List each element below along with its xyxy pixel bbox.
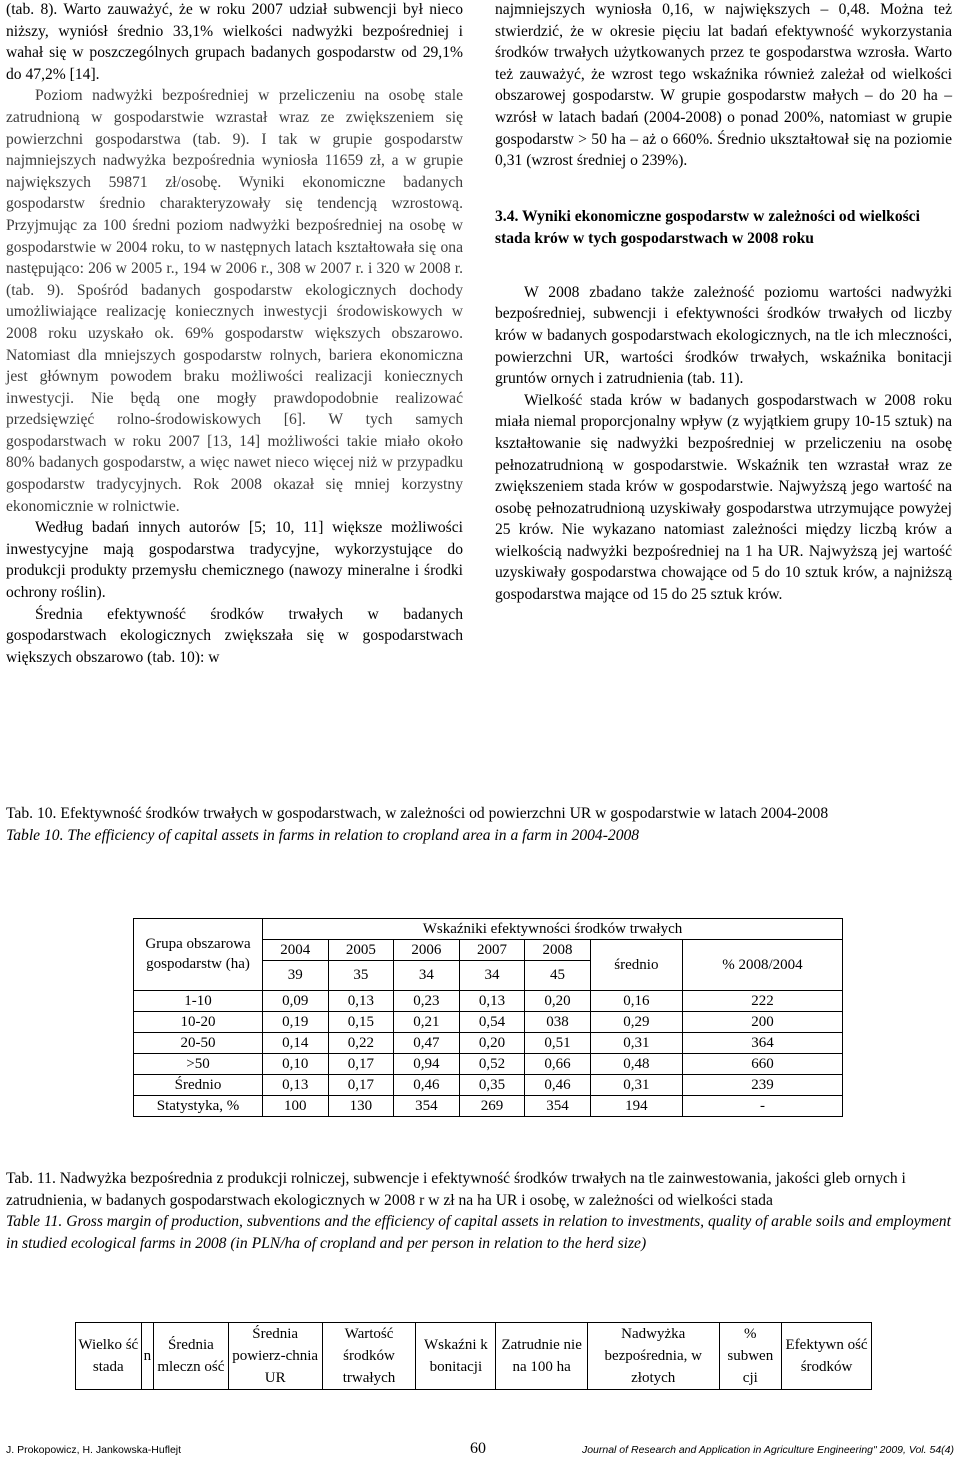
- table10-change-cell: 364: [682, 1033, 842, 1054]
- table10-value-cell: 354: [394, 1096, 460, 1117]
- table10-mean-cell: 194: [590, 1096, 682, 1117]
- table10-change-cell: 660: [682, 1054, 842, 1075]
- table10-value-cell: 038: [525, 1012, 591, 1033]
- table11-header-cell: % subwen cji: [719, 1323, 782, 1390]
- table10-value-cell: 0,22: [328, 1033, 394, 1054]
- right-paragraph: Wielkość stada krów w badanych gospodarstwach w 2008 roku miała niemal proporcjonalny wpływ (z wyjątkiem grupy 10-15 sztuk) na kształtowanie się nadwyżki bezpośredniej w przeliczeniu na osobę pełnozatrudnioną w gospodarstwie. Wskaźnik ten wzrastał wraz ze zwiększeniem stada krów w gospodarstwie. Najwyższą jego wartość na osobę pełnozatrudnioną uzyskiwały gospodarstwa utrzymujące powyżej 25 krów. Nie wykazano natomiast zależności między liczbą krów a wielkością nadwyżki bezpośredniej na 1 ha UR. Najwyższą jej wartość uzyskiwały gospodarstwa chowające od 5 do 10 sztuk krów, a najniższą gospodarstwa mające od 15 do 25 sztuk krów.: [495, 391, 952, 604]
- table10-value-cell: 0,52: [459, 1054, 525, 1075]
- table10-year-header: 2004: [263, 940, 329, 961]
- table10: [133, 918, 843, 1117]
- table11-header-cell: n: [141, 1323, 154, 1390]
- table10-value-cell: 0,94: [394, 1054, 460, 1075]
- table10-value-cell: 0,23: [394, 991, 460, 1012]
- table10-group-cell: Statystyka, %: [134, 1096, 263, 1117]
- table10-value-cell: 269: [459, 1096, 525, 1117]
- table10-caption: [6, 803, 956, 846]
- table10-group-header: Grupa obszarowa gospodarstw (ha): [134, 919, 263, 991]
- table10-mean-cell: 0,31: [590, 1075, 682, 1096]
- table10-year-header: 2005: [328, 940, 394, 961]
- page-number: 60: [470, 1440, 486, 1457]
- table10-value-cell: 0,13: [459, 991, 525, 1012]
- table10-mean-cell: 0,16: [590, 991, 682, 1012]
- table11-header-cell: Wielko ść stada: [76, 1323, 142, 1390]
- table10-change-cell: 222: [682, 991, 842, 1012]
- table10-value-cell: 0,14: [263, 1033, 329, 1054]
- footer-journal: Journal of Research and Application in Agriculture Engineering" 2009, Vol. 54(4): [581, 1444, 954, 1456]
- left-paragraph: (tab. 8). Warto zauważyć, że w roku 2007 udział subwencji był nieco niższy, wyniósł średnio 33,1% wielkości nadwyżki bezpośredniej i wahał się w poszczególnych grupach badanych gospodarstw od 29,1% do 47,2% [14].: [6, 1, 463, 83]
- table11-header-cell: Średnia powierz-chnia UR: [228, 1323, 322, 1390]
- table10-value-cell: 0,17: [328, 1075, 394, 1096]
- table11-caption-en: Table 11. Gross margin of production, subventions and the efficiency of capital assets in relation to investments, quality of arable soils and employment in studied ecological farms in 2008 (in PLN/ha of cropland and per person in relation to the herd size): [6, 1213, 951, 1252]
- table10-value-cell: 0,46: [525, 1075, 591, 1096]
- table11-header-cell: Zatrudnie nie na 100 ha: [496, 1323, 588, 1390]
- section-heading: 3.4. Wyniki ekonomiczne gospodarstw w zależności od wielkości stada krów w tych gospodarstwach w 2008 roku: [495, 207, 920, 247]
- table10-value-cell: 0,46: [394, 1075, 460, 1096]
- table10-caption-pl: Tab. 10. Efektywność środków trwałych w gospodarstwach, w zależności od powierzchni UR w gospodarstwie w latach 2004-2008: [6, 805, 829, 822]
- table-row: [134, 991, 843, 1012]
- table10-group-cell: Średnio: [134, 1075, 263, 1096]
- table11-header-cell: Wartość środków trwałych: [322, 1323, 416, 1390]
- table10-group-cell: 10-20: [134, 1012, 263, 1033]
- table10-count-cell: 35: [328, 961, 394, 991]
- table10-year-header: 2008: [525, 940, 591, 961]
- table10-count-cell: 45: [525, 961, 591, 991]
- left-paragraph: Poziom nadwyżki bezpośredniej w przeliczeniu na osobę stale zatrudnioną w gospodarstwie wzrastał wraz ze zwiększeniem się powierzchni gospodarstwa (tab. 9). I tak w grupie gospodarstw najmniejszych nadwyżka bezpośrednia wyniosła 11659 zł, a w grupie największych 59871 zł/osobę. Wyniki ekonomiczne badanych gospodarstw średnio charakteryzowały się tendencją wzrostową. Przyjmując za 100 średni poziom nadwyżki bezpośredniej na osobę w gospodarstwie w 2004 roku, to w następnych latach kształtowała się ona następująco: 206 w 2005 r., 194 w 2006 r., 308 w 2007 r. i 320 w 2008 r. (tab. 9). Spośród badanych gospodarstw ekologicznych dochody umożliwiające realizację koniecznych inwestycji środowiskowych w 2008 roku uzyskało ok. 69% gospodarstw większych obszarowo. Natomiast dla mniejszych gospodarstw rolnych, bariera ekonomiczna jest głównym powodem braku możliwości realizacji koniecznych inwestycji. Nie będą one mogły prawdopodobnie realizować przedsięwzięć rolno-środowiskowych [6]. W tych samych gospodarstwach w roku 2007 [13, 14] możliwości takie miało około 80% badanych gospodarstw, a więc nawet nieco więcej niż w przypadku gospodarstw tradycyjnych. Rok 2008 okazał się mniej korzystny ekonomicznie w rolnictwie.: [6, 87, 463, 515]
- table10-year-header: 2006: [394, 940, 460, 961]
- table10-value-cell: 0,20: [459, 1033, 525, 1054]
- table10-value-cell: 0,19: [263, 1012, 329, 1033]
- table10-year-header: 2007: [459, 940, 525, 961]
- footer-authors: J. Prokopowicz, H. Jankowska-Huflejt: [6, 1444, 182, 1456]
- table10-value-cell: 0,13: [263, 1075, 329, 1096]
- table11-header-cell: Nadwyżka bezpośrednia, w złotych: [587, 1323, 719, 1390]
- table-row: [134, 1075, 843, 1096]
- table10-value-cell: 0,09: [263, 991, 329, 1012]
- table10-value-cell: 0,47: [394, 1033, 460, 1054]
- table10-value-cell: 0,51: [525, 1033, 591, 1054]
- right-column-continuation: najmniejszych wyniosła 0,16, w największych – 0,48. Można też stwierdzić, że w okresie pięciu lat badań efektywność wykorzystania środków trwałych użytkowanych przez te gospodarstwa wzrosła. Warto też zauważyć, że wzrost tego wskaźnika również zależał od wielkości obszarowej gospodarstw. W grupie gospodarstw małych – do 20 ha – wzrósł w latach badań (2004-2008) o ponad 200%, natomiast w grupie gospodarstw > 50 ha – aż o 660%. Średnio ukształtował się na poziomie 0,31 (wzrost średniej o 239%).: [495, 1, 952, 170]
- right-paragraph: W 2008 zbadano także zależność poziomu wartości nadwyżki bezpośredniej, subwencji i efektywności środków trwałych od liczby krów w badanych gospodarstwach ekologicznych, na tle ich mleczności, powierzchni UR, wartości środków trwałych, wskaźnika bonitacji gruntów ornych i zatrudnienia (tab. 11).: [495, 283, 952, 388]
- table10-caption-en: Table 10. The efficiency of capital assets in farms in relation to cropland area in a farm in 2004-2008: [6, 826, 640, 844]
- table11: [75, 1322, 872, 1390]
- table10-mean-cell: 0,31: [590, 1033, 682, 1054]
- table11-caption-pl: Tab. 11. Nadwyżka bezpośrednia z produkcji rolniczej, subwencje i efektywność środków trwałych na tle zainwestowania, jakości gleb ornych i zatrudnienia, w badanych gospodarstwach ekologicznych w 2008 r w zł na ha UR i osobę, w zależności od wielkości stada: [6, 1170, 906, 1209]
- table10-value-cell: 0,10: [263, 1054, 329, 1075]
- left-paragraph: Średnia efektywność środków trwałych w badanych gospodarstwach ekologicznych zwiększała się w gospodarstwach większych obszarowo (tab. 10): w: [6, 605, 463, 666]
- table-row: [134, 1096, 843, 1117]
- table10-value-cell: 0,17: [328, 1054, 394, 1075]
- table10-count-cell: 34: [459, 961, 525, 991]
- table-row: [134, 1033, 843, 1054]
- table10-value-cell: 0,13: [328, 991, 394, 1012]
- table11-header-cell: Średnia mleczn ość: [154, 1323, 229, 1390]
- table10-value-cell: 0,54: [459, 1012, 525, 1033]
- table-row: [134, 1054, 843, 1075]
- table11-header-cell: Efektywn ość środków: [782, 1323, 872, 1390]
- table11-caption: [6, 1168, 956, 1254]
- table11-header-row: [76, 1323, 872, 1390]
- table10-value-cell: 0,66: [525, 1054, 591, 1075]
- table10-group-cell: 20-50: [134, 1033, 263, 1054]
- right-column-body: [495, 282, 952, 606]
- table10-value-cell: 354: [525, 1096, 591, 1117]
- left-column: [6, 0, 463, 668]
- table10-value-cell: 0,21: [394, 1012, 460, 1033]
- table10-mean-header: średnio: [590, 940, 682, 991]
- table11-header-cell: Wskaźni k bonitacji: [416, 1323, 496, 1390]
- table10-group-cell: >50: [134, 1054, 263, 1075]
- right-column: [495, 0, 952, 606]
- table10-change-header: % 2008/2004: [682, 940, 842, 991]
- table10-count-cell: 39: [263, 961, 329, 991]
- table10-value-cell: 0,15: [328, 1012, 394, 1033]
- table10-value-cell: 130: [328, 1096, 394, 1117]
- table10-mean-cell: 0,48: [590, 1054, 682, 1075]
- left-paragraph: Według badań innych autorów [5; 10, 11] większe możliwości inwestycyjne mają gospodarstwa tradycyjne, wykorzystujące do produkcji produkty przemysłu chemicznego (nawozy mineralne i środki ochrony roślin).: [6, 519, 463, 602]
- table10-value-cell: 0,35: [459, 1075, 525, 1096]
- table10-mean-cell: 0,29: [590, 1012, 682, 1033]
- table10-indicators-header: Wskaźniki efektywności środków trwałych: [263, 919, 843, 940]
- table10-change-cell: 200: [682, 1012, 842, 1033]
- table10-count-cell: 34: [394, 961, 460, 991]
- table10-value-cell: 100: [263, 1096, 329, 1117]
- table10-value-cell: 0,20: [525, 991, 591, 1012]
- table10-group-cell: 1-10: [134, 991, 263, 1012]
- table10-change-cell: 239: [682, 1075, 842, 1096]
- table10-change-cell: -: [682, 1096, 842, 1117]
- table-row: [134, 1012, 843, 1033]
